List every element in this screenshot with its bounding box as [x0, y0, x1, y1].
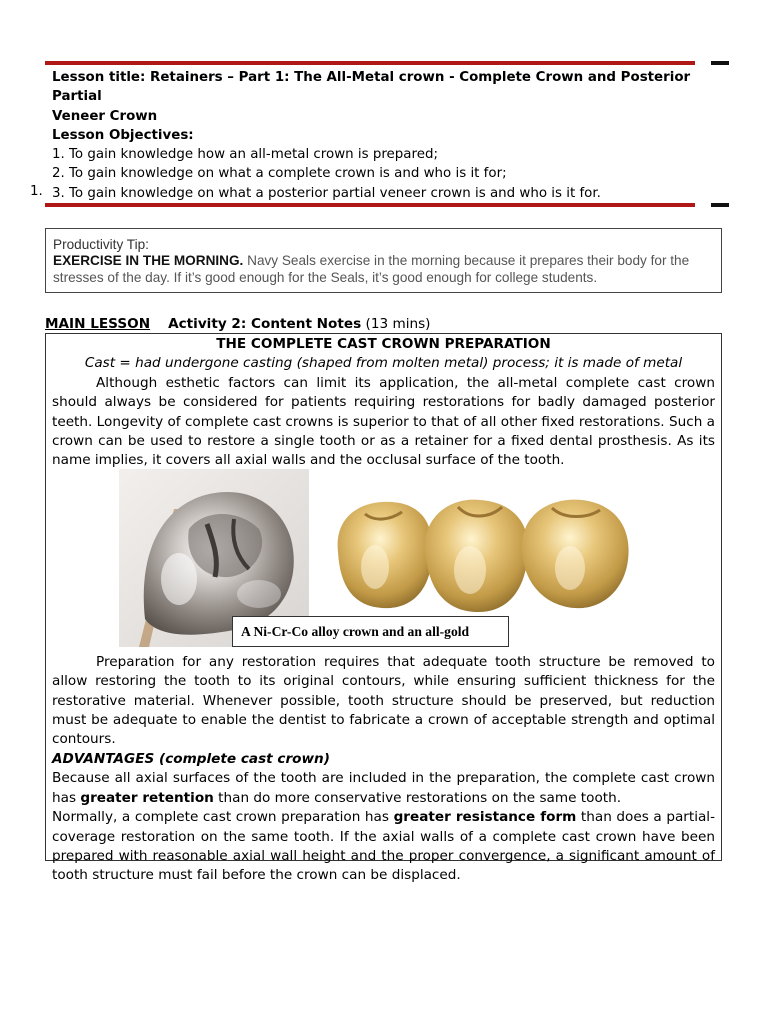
main-lesson-label: MAIN LESSON — [45, 316, 151, 332]
cast-definition: Cast = had undergone casting (shaped from molten metal) process; it is made of metal — [84, 355, 683, 372]
paragraph-intro: Although esthetic factors can limit its application, the all-metal complete cast crown should always be considered for patients requiring restorations for badly damaged posterior teeth. Longevity of complete cast crowns is superior to that of all other fixed restorations. Such a crown can be used to restore a single tooth or as a retainer for a fixed dental prosthesis. As its name implies, it covers all axial walls and the occlusal surface of the tooth. — [52, 374, 715, 469]
objective-item: 1. To gain knowledge how an all-metal crown is prepared; — [52, 147, 438, 163]
advantage-resistance — [52, 808, 715, 886]
advantages-heading: ADVANTAGES (complete cast crown) — [52, 750, 330, 767]
advantage-text: than do more conservative restorations on the same tooth. — [213, 789, 622, 806]
crown-figure — [52, 475, 715, 653]
tip-label: Productivity Tip: — [53, 237, 149, 252]
main-lesson-heading — [45, 314, 430, 334]
advantage-text: than does a partial-coverage restoration on the same tooth. If the axial walls of a complete cast crown have been prepared with reasonable axial wall height and the proper convergence, a significant amount of tooth structure must fail before the crown can be displaced. — [52, 809, 715, 884]
tip-text — [53, 253, 714, 286]
advantage-text: Because all axial surfaces of the tooth are included in the preparation, the complete cast crown has — [52, 770, 715, 806]
content-notes-box — [45, 333, 722, 884]
header-bottom-dash — [711, 203, 729, 207]
figure-caption: A Ni-Cr-Co alloy crown and an all-gold — [232, 616, 509, 647]
tip-heading: EXERCISE IN THE MORNING. — [53, 253, 244, 268]
activity-duration: (13 mins) — [361, 316, 431, 332]
tip-body: Navy Seals exercise in the morning because it prepares their body for the stresses of the day. If it’s good enough for the Seals, it’s good enough for college students. — [53, 253, 690, 285]
stray-list-number: 1. — [30, 184, 43, 199]
advantage-text: Normally, a complete cast crown preparation has — [52, 809, 394, 826]
objective-item: 2. To gain knowledge on what a complete crown is and who is it for; — [52, 166, 507, 182]
lesson-title-line1: Lesson title: Retainers – Part 1: The All-Metal crown - Complete Crown and Posterior Partial — [52, 70, 691, 105]
advantage-keyword: greater retention — [80, 789, 214, 806]
header-bottom-rule — [45, 203, 695, 207]
objectives-label: Lesson Objectives: — [52, 127, 194, 143]
advantage-retention — [52, 769, 715, 808]
paragraph-preparation: Preparation for any restoration requires that adequate tooth structure be removed to allow restoring the tooth to its original contours, while ensuring sufficient thickness for the restorative material. Whenever possible, tooth structure should be preserved, but reduction must be adequate to enable the dentist to fabricate a crown of acceptable strength and optimal contours. — [52, 653, 715, 748]
all-gold-crown-image — [330, 492, 636, 617]
productivity-tip-box — [45, 228, 722, 293]
lesson-header — [52, 68, 702, 203]
advantage-keyword: greater resistance form — [393, 809, 577, 826]
header-top-dash — [711, 61, 729, 65]
lesson-title-line2: Veneer Crown — [52, 108, 158, 124]
activity-label: Activity 2: Content Notes — [168, 316, 362, 332]
header-top-rule — [45, 61, 695, 65]
section-title: THE COMPLETE CAST CROWN PREPARATION — [216, 336, 551, 352]
objective-item: 3. To gain knowledge on what a posterior partial veneer crown is and who is it for. — [52, 185, 601, 201]
